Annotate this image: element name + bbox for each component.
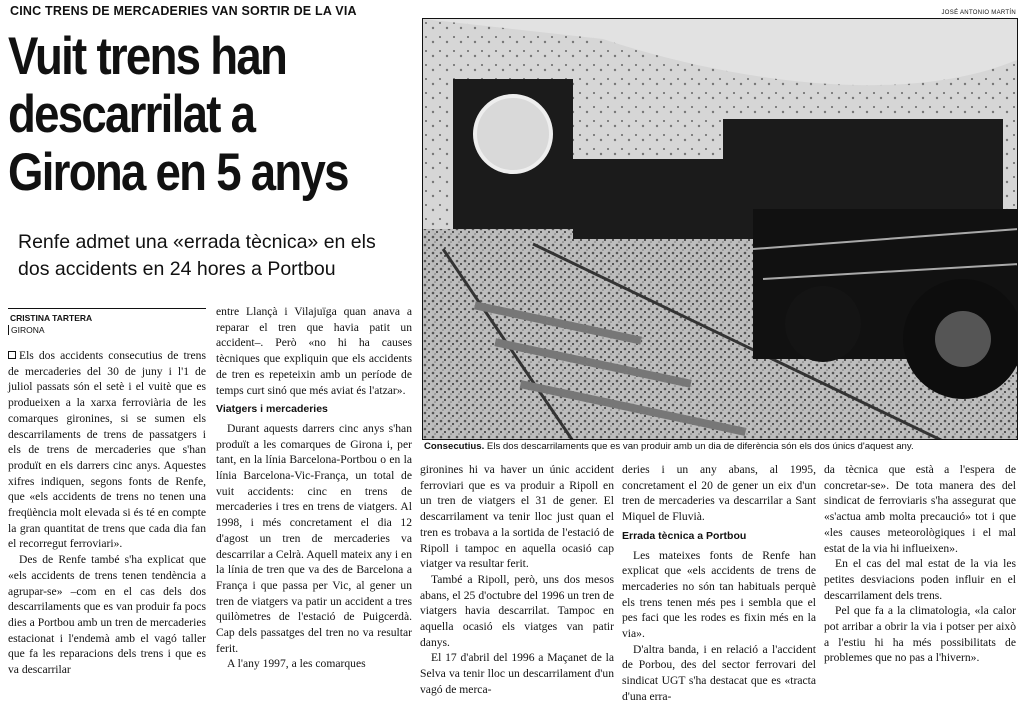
column-4	[622, 462, 816, 705]
paragraph-text: Els dos accidents consecutius de trens de mercaderies del 30 de juny i l'1 de juliol passats són el setè i el vuitè que es produeixen a la xarxa ferroviària de les comarques gironines, si se sumen els descarrilaments de trens de passatgers i els de trens de mercaderies que s'han produït en els darrers cinc anys. Aquestes xifres indiquen, segons fonts de Renfe, que «els accidents de trens no tenen una freqüència molt elevada si és té en compte la gran quantitat de trens que cada dia fan el recorregut ferroviari».	[8, 349, 206, 551]
paragraph: entre Llançà i Vilajuïga quan anava a reparar el tren que havia patit un accident–. Però «no hi ha causes tècniques que expliquin que els accidents de tren es repeteixin amb un període de temps curt sinó que més aviat és l'atzar».	[216, 305, 412, 397]
kicker: CINC TRENS DE MERCADERIES VAN SORTIR DE LA VIA	[10, 4, 357, 18]
paragraph	[8, 348, 206, 552]
caption-label: Consecutius.	[424, 441, 485, 452]
headline-line-2: descarrilat a	[8, 85, 255, 144]
deck-line-1: Renfe admet una «errada tècnica» en els	[18, 231, 376, 253]
derailed-train-illustration	[423, 19, 1018, 440]
paragraph: A l'any 1997, a les comarques	[227, 657, 366, 671]
column-3	[420, 462, 614, 698]
caption-text: Els dos descarrilaments que es van produir amb un dia de diferència són els dos únics d'aquest any.	[486, 441, 914, 452]
paragraph: Pel que fa a la climatologia, «la calor pot arribar a obrir la via i potser per això a l'estiu hi ha més possibilitats de problemes que no pas a l'hivern».	[824, 604, 1016, 665]
headline-line-1: Vuit trens han	[8, 27, 287, 86]
column-5	[824, 462, 1016, 666]
paragraph: Des de Renfe també s'ha explicat que «els accidents de trens tenen tendència a agrupar-se» –com en el cas dels dos descarrilaments que es van produir fa pocs dies a Portbou amb un tren de mercaderies estacionat i l'endemà amb el vagó taller que fa les reparacions dels trens i que es va descarrilar	[8, 553, 206, 677]
news-photo	[422, 18, 1018, 440]
deck-line-2: dos accidents en 24 hores a Portbou	[18, 258, 336, 280]
paragraph: El 17 d'abril del 1996 a Maçanet de la Selva va tenir lloc un descarrilament d'un vagó de merca-	[420, 651, 614, 696]
subhead: Viatgers i mercaderies	[216, 403, 328, 416]
paragraph: Les mateixes fonts de Renfe han explicat que «els accidents de trens de mercaderies no són tan habituals perquè els trens tenen més pes i sembla que el pes faci que les rodes es fixin més en la via».	[622, 548, 816, 641]
column-2	[216, 304, 412, 672]
subhead: Errada tècnica a Portbou	[622, 529, 747, 542]
photo-caption	[424, 441, 1016, 453]
headline-line-3: Girona en 5 anys	[8, 143, 348, 202]
byline-author: CRISTINA TARTERA	[10, 313, 93, 323]
byline	[8, 308, 206, 335]
paragraph: gironines hi va haver un únic accident ferroviari que es va produir a Ripoll en un tren de viatgers el 31 de gener. El descarrilament va tenir lloc just quan el tren es trobava a la sortida de l'estació de Ripoll i tampoc en aquella ocasió cap viatger va resultar ferit.	[420, 463, 614, 571]
paragraph: Durant aquests darrers cinc anys s'han produït a les comarques de Girona i, per tant, en la línia Barcelona-Portbou o en la línia Barcelona-Vic-França, un total de vuit accidents: cinc en trens de mercaderies i tres en trens de viatgers. Al 1998, i més concretament el dia 12 d'agost un tren de mercaderies va descarrilar a Celrà. Aquell mateix any i en la línia de tren que va des de Barcelona a França i que passa per Vic, al gener un tren de viatgers va patir un accident a tres quilòmetres de l'estació de Puigcerdà. Cap dels passatges del tren no va resultar ferit.	[216, 421, 412, 655]
paragraph: En el cas del mal estat de la via les petites desviacions poden influir en el descarrilament dels trens.	[824, 557, 1016, 602]
byline-location: GIRONA	[8, 325, 206, 335]
paragraph: D'altra banda, i en relació a l'accident de Porbou, des del sector ferrovari del sindicat UGT s'ha destacat que es «tracta d'una erra-	[622, 642, 816, 703]
headline	[8, 28, 361, 202]
deck	[18, 229, 413, 283]
column-1	[8, 348, 206, 678]
lead-square-icon	[8, 351, 16, 359]
photo-credit: JOSÉ ANTONIO MARTÍN	[941, 10, 1016, 16]
paragraph: deries i un any abans, al 1995, concretament el 20 de gener un eix d'un tren de mercaderies va descarrilar a Sant Miquel de Fluvià.	[622, 463, 816, 524]
byline-rule	[8, 308, 206, 309]
paragraph: da tècnica que està a l'espera de concretar-se». De tota manera des del sindicat de ferroviaris s'ha assegurat que «s'actua amb molta precaució» tot i que «les causes meteorològiques i el mal estat de la via hi influeixen».	[824, 463, 1016, 555]
paragraph: També a Ripoll, però, uns dos mesos abans, el 25 d'octubre del 1996 un tren de viatgers havia descarrilat. Tampoc en aquella ocasió els viatges van patir danys.	[420, 572, 614, 649]
